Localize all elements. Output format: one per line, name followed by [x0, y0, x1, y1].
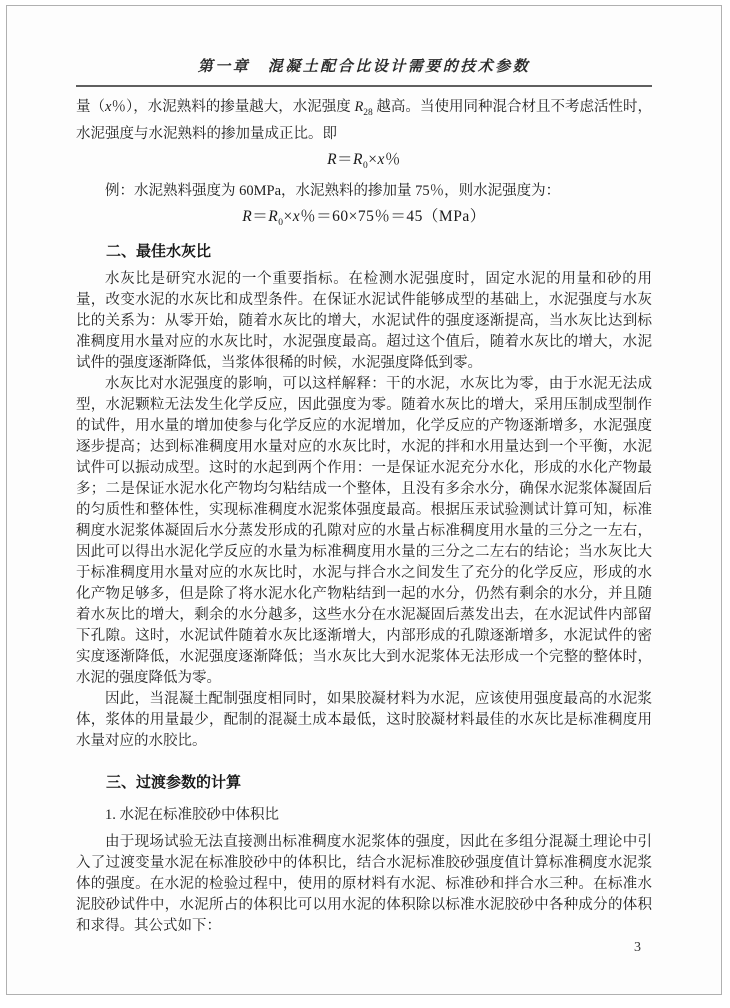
formula-cement-strength-general — [76, 148, 652, 178]
paragraph-example: 例：水泥熟料强度为 60MPa，水泥熟料的掺加量 75％，则水泥强度为： — [105, 182, 561, 199]
document-page — [6, 5, 722, 995]
header-rule — [76, 85, 652, 87]
math-var-R28: R — [354, 99, 364, 115]
formula-times-2: × — [348, 207, 358, 225]
page-content — [7, 97, 721, 937]
page-header — [7, 58, 721, 87]
math-subscript-28: 28 — [363, 107, 373, 118]
formula-percent-1: ％ — [300, 207, 317, 225]
formula-value-60: 60 — [332, 207, 349, 225]
formula-var-R: R — [327, 150, 338, 168]
section-heading-optimal-water-cement-ratio: 二、最佳水灰比 — [106, 243, 212, 261]
paragraph-volume-ratio: 由于现场试验无法直接测出标准稠度水泥浆体的强度，因此在多组分混凝土理论中引入了过渡变量水泥在标准胶砂中的体积比，结合水泥标准胶砂强度值计算标准稠度水泥浆体的强度。在水泥的检验过程中，使用的原材料有水泥、标准砂和拌合水三种。在标准水泥胶砂试件中，水泥所占的体积比可以用水泥的体积除以标准水泥胶砂中各种成分的体积和求得。其公式如下： — [76, 834, 652, 935]
formula-equals-3: ＝ — [390, 207, 407, 225]
paragraph-wc-ratio-conclusion: 因此，当混凝土配制强度相同时，如果胶凝材料为水泥，应该使用强度最高的水泥浆体，浆体的用量最少，配制的混凝土成本最低，这时胶凝材料最佳的水灰比是标准稠度用水量对应的水胶比。 — [76, 691, 652, 750]
formula-value-75: 75 — [357, 207, 375, 225]
formula-example-calculation — [76, 205, 652, 235]
formula-var-x: x — [377, 150, 385, 168]
formula-times: × — [368, 150, 378, 168]
formula-subscript-0: 0 — [363, 160, 369, 171]
formula-value-45: 45 — [406, 207, 423, 225]
formula-unit-mpa: （MPa） — [422, 207, 486, 225]
paragraph-wc-ratio-explanation: 水灰比对水泥强度的影响，可以这样解释：干的水泥，水灰比为零，由于水泥无法成型，水泥颗粒无法发生化学反应，因此强度为零。随着水灰比的增大，采用压制成型制作的试件，用水量的增加使参与化学反应的水泥增加，化学反应的产物逐渐增多，水泥强度逐步提高；达到标准稠度用水量对应的水灰比时，水泥的拌和水用量达到一个平衡，水泥试件可以振动成型。这时的水起到两个作用：一是保证水泥充分水化，形成的水化产物最多；二是保证水泥水化产物均匀粘结成一个整体，且没有多余水分，确保水泥浆体凝固后的匀质性和整体性，实现标准稠度水泥浆体强度最高。根据压汞试验测试计算可知，标准稠度水泥浆体凝固后水分蒸发形成的孔隙对应的水量占标准稠度用水量的三分之一左右，因此可以得出水泥化学反应的水量为标准稠度用水量的三分之二左右的结论；当水灰比大于标准稠度用水量对应的水灰比时，水泥与拌合水之间发生了充分的化学反应，形成的水化产物足够多，但是除了将水泥水化产物粘结到一起的水分，仍然有剩余的水分，并且随着水灰比的增大，剩余的水分越多，这些水分在水泥凝固后蒸发出去，在水泥试件内部留下孔隙。这时，水泥试件随着水灰比逐渐增大，内部形成的孔隙逐渐增多，水泥试件的密实度逐渐降低，水泥强度逐渐降低；当水灰比大到水泥浆体无法形成一个完整的整体时，水泥的强度降低为零。 — [76, 376, 652, 687]
paragraph-lead-continuation — [76, 97, 652, 145]
formula-var-x: x — [292, 207, 301, 225]
paragraph-wc-ratio-overview: 水灰比是研究水泥的一个重要指标。在检测水泥强度时，固定水泥的用量和砂的用量，改变水泥的水灰比和成型条件。在保证水泥试件能够成型的基础上，水泥强度与水灰比的关系为：从零开始，随着水灰比的增大，水泥试件的强度逐渐提高，当水灰比达到标准稠度用水量对应的水灰比时，水泥强度最高。超过这个值后，随着水灰比的增大，水泥试件的强度逐渐降低，当浆体很稀的时候，水泥强度降低到零。 — [76, 271, 652, 372]
section-heading-transition-parameters: 三、过渡参数的计算 — [106, 774, 242, 792]
formula-equals-1: ＝ — [252, 207, 269, 225]
formula-var-R0: R — [353, 150, 364, 168]
formula-var-R: R — [242, 207, 253, 225]
formula-equals: ＝ — [337, 150, 354, 168]
lead-text-3: 越高。当使用同种混合材且不考虑活性时，水泥强度与水泥熟料的掺加量成正比。即 — [76, 99, 653, 142]
formula-percent: ％ — [384, 150, 401, 168]
subsection-heading-cement-volume-ratio: 1. 水泥在标准胶砂中体积比 — [105, 807, 279, 824]
formula-var-R0: R — [268, 207, 279, 225]
math-var-x: x — [105, 99, 112, 115]
formula-subscript-0: 0 — [278, 218, 284, 229]
formula-times-1: × — [283, 207, 293, 225]
chapter-header-title: 第一章 混凝土配合比设计需要的技术参数 — [197, 59, 531, 75]
lead-text-1: 量（ — [76, 99, 106, 115]
formula-percent-2: ％ — [374, 207, 391, 225]
formula-equals-2: ＝ — [316, 207, 333, 225]
page-number: 3 — [634, 940, 641, 955]
lead-text-2: ％），水泥熟料的掺量越大，水泥强度 — [111, 99, 355, 115]
